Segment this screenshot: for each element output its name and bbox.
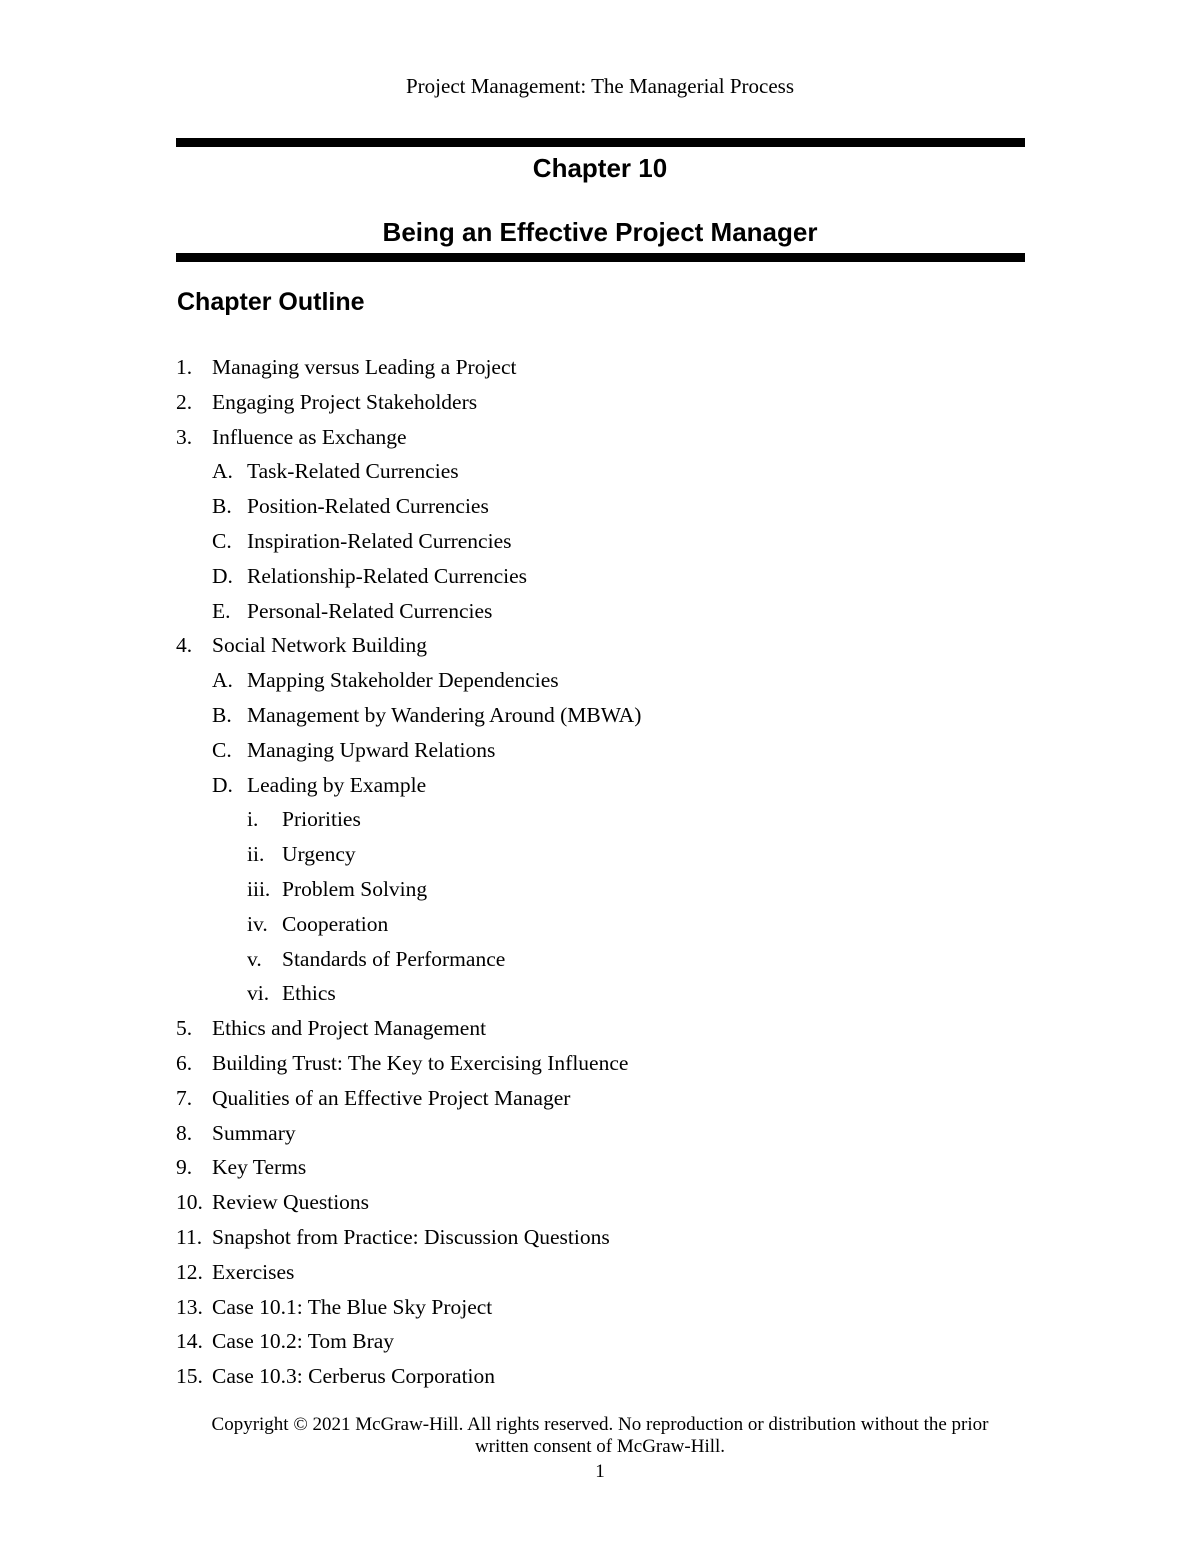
- outline-item-marker: D.: [212, 772, 233, 797]
- outline-item-marker: 7.: [176, 1085, 193, 1110]
- outline-item-marker: 8.: [176, 1120, 193, 1145]
- outline-item-marker: B.: [212, 494, 232, 519]
- outline-item: [0, 1081, 1200, 1116]
- outline-item: [0, 1150, 1200, 1185]
- outline-item-text: Management by Wandering Around (MBWA): [247, 702, 642, 727]
- outline-item-marker: A.: [212, 459, 233, 484]
- outline-item-text: Cooperation: [282, 911, 389, 936]
- outline-item: [0, 663, 1200, 698]
- outline-item-text: Priorities: [282, 807, 361, 832]
- outline-item: [0, 942, 1200, 977]
- outline-item-marker: 3.: [176, 424, 193, 449]
- outline-item-text: Exercises: [212, 1259, 295, 1284]
- outline-item-text: Case 10.2: Tom Bray: [212, 1329, 395, 1354]
- outline-item-marker: 9.: [176, 1155, 193, 1180]
- outline-item-marker: 11.: [176, 1224, 203, 1249]
- outline-item-text: Case 10.3: Cerberus Corporation: [212, 1364, 496, 1389]
- outline-item: [0, 1116, 1200, 1151]
- outline-item-text: Snapshot from Practice: Discussion Questions: [212, 1224, 610, 1249]
- outline-item-marker: 1.: [176, 355, 193, 379]
- outline-item: [0, 385, 1200, 420]
- outline-item-marker: 12.: [176, 1259, 203, 1284]
- outline-item-marker: 14.: [176, 1329, 203, 1354]
- outline-item-marker: C.: [212, 528, 232, 553]
- outline-item-text: Review Questions: [212, 1190, 370, 1215]
- outline-item-marker: 5.: [176, 1016, 193, 1041]
- outline-item-marker: B.: [212, 702, 232, 727]
- outline-item-marker: C.: [212, 737, 232, 762]
- outline-item-marker: 6.: [176, 1050, 193, 1075]
- outline-item: [0, 733, 1200, 768]
- outline-item-text: Ethics: [282, 981, 336, 1006]
- outline-item-marker: ii.: [247, 842, 265, 867]
- chapter-outline-list: [0, 350, 1200, 1394]
- copyright-line-2: written consent of McGraw-Hill.: [474, 1436, 726, 1457]
- outline-item: [0, 559, 1200, 594]
- outline-item: [0, 524, 1200, 559]
- outline-item-text: Managing versus Leading a Project: [212, 355, 517, 379]
- outline-item-marker: 10.: [176, 1190, 203, 1215]
- outline-item: [0, 1185, 1200, 1220]
- outline-item: [0, 454, 1200, 489]
- outline-item-text: Standards of Performance: [282, 946, 506, 971]
- outline-item: [0, 802, 1200, 837]
- outline-item-marker: v.: [247, 946, 262, 971]
- outline-item: [0, 1011, 1200, 1046]
- outline-item: [0, 837, 1200, 872]
- outline-item-text: Problem Solving: [282, 876, 428, 901]
- outline-item-text: Influence as Exchange: [212, 424, 407, 449]
- outline-item-marker: A.: [212, 668, 233, 693]
- outline-item: [0, 1290, 1200, 1325]
- outline-item-text: Urgency: [282, 842, 356, 867]
- outline-item: [0, 872, 1200, 907]
- outline-item: [0, 350, 1200, 385]
- outline-item-marker: i.: [247, 807, 259, 832]
- chapter-title: Being an Effective Project Manager: [382, 217, 818, 247]
- outline-item-text: Social Network Building: [212, 633, 427, 658]
- outline-item-text: Ethics and Project Management: [212, 1016, 487, 1041]
- top-rule: [176, 138, 1025, 147]
- outline-item: [0, 698, 1200, 733]
- outline-item: [0, 1220, 1200, 1255]
- outline-item: [0, 768, 1200, 803]
- outline-item: [0, 628, 1200, 663]
- copyright-line-1: Copyright © 2021 McGraw-Hill. All rights reserved. No reproduction or distribution without the prior: [211, 1414, 989, 1435]
- outline-item: [0, 1046, 1200, 1081]
- outline-item-text: Qualities of an Effective Project Manager: [212, 1085, 571, 1110]
- outline-item: [0, 976, 1200, 1011]
- outline-item-text: Summary: [212, 1120, 296, 1145]
- outline-item: [0, 1359, 1200, 1394]
- outline-item-text: Case 10.1: The Blue Sky Project: [212, 1294, 493, 1319]
- outline-item: [0, 489, 1200, 524]
- outline-item-text: Building Trust: The Key to Exercising Influence: [212, 1050, 629, 1075]
- outline-item-marker: vi.: [247, 981, 270, 1006]
- outline-item-text: Position-Related Currencies: [247, 494, 489, 519]
- outline-item-text: Inspiration-Related Currencies: [247, 528, 512, 553]
- outline-item-text: Leading by Example: [247, 772, 427, 797]
- outline-item: [0, 907, 1200, 942]
- copyright-footer: [0, 1414, 1200, 1458]
- outline-item-marker: E.: [212, 598, 231, 623]
- outline-item-marker: 4.: [176, 633, 193, 658]
- outline-item-text: Key Terms: [212, 1155, 307, 1180]
- outline-item-text: Relationship-Related Currencies: [247, 563, 528, 588]
- outline-item-marker: iv.: [247, 911, 268, 936]
- outline-item-marker: iii.: [247, 876, 271, 901]
- page-number: 1: [595, 1461, 605, 1482]
- running-header: Project Management: The Managerial Process: [406, 74, 794, 98]
- outline-item-text: Managing Upward Relations: [247, 737, 496, 762]
- outline-item-text: Task-Related Currencies: [247, 459, 459, 484]
- outline-item: [0, 594, 1200, 629]
- outline-item-marker: 15.: [176, 1364, 203, 1389]
- outline-item-text: Engaging Project Stakeholders: [212, 389, 478, 414]
- outline-item-marker: 2.: [176, 389, 193, 414]
- outline-item-marker: D.: [212, 563, 233, 588]
- chapter-number: Chapter 10: [532, 153, 668, 183]
- outline-item-text: Personal-Related Currencies: [247, 598, 493, 623]
- outline-item-text: Mapping Stakeholder Dependencies: [247, 668, 559, 693]
- outline-heading: Chapter Outline: [177, 288, 365, 316]
- outline-item: [0, 1324, 1200, 1359]
- outline-item-marker: 13.: [176, 1294, 203, 1319]
- bottom-rule: [176, 253, 1025, 262]
- outline-item: [0, 1255, 1200, 1290]
- outline-item: [0, 420, 1200, 455]
